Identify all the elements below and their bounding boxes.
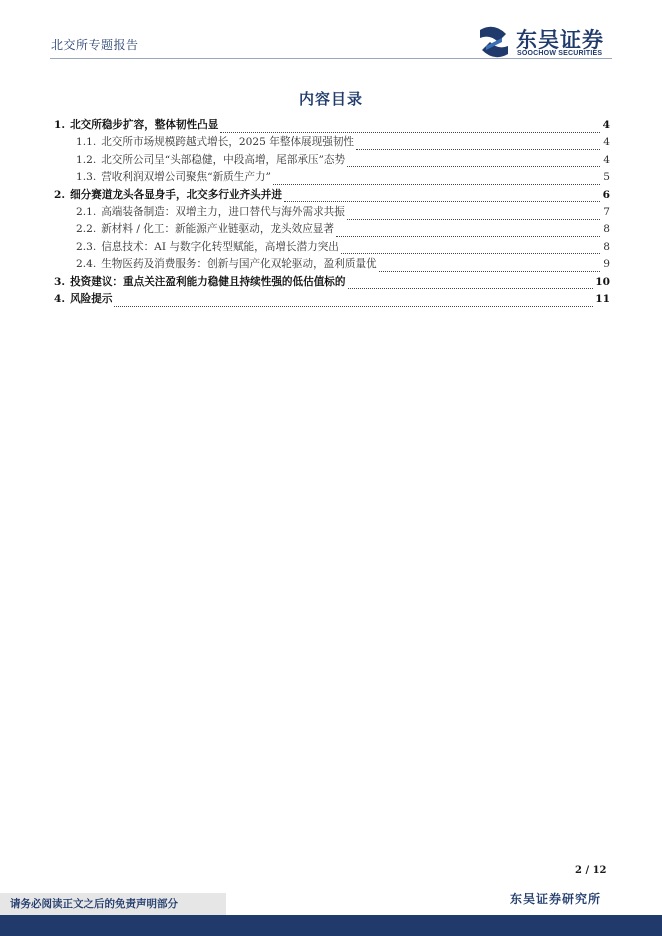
toc-entry-text: 投资建议：重点关注盈利能力稳健且持续性强的低估值标的 xyxy=(70,275,346,288)
toc-entry-text: 细分赛道龙头各显身手，北交多行业齐头并进 xyxy=(70,188,282,201)
table-of-contents xyxy=(54,117,610,308)
toc-leader-dots xyxy=(284,192,600,202)
toc-entry-number: 4. xyxy=(54,292,66,305)
toc-entry-number: 2.3. xyxy=(76,240,97,253)
toc-entry-1[interactable] xyxy=(54,117,610,134)
toc-entry-1-2[interactable] xyxy=(54,152,610,169)
toc-leader-dots xyxy=(347,210,600,220)
toc-entry-text: 信息技术：AI 与数字化转型赋能，高增长潜力突出 xyxy=(101,240,339,253)
toc-entry-number: 2.2. xyxy=(76,223,97,236)
institute-name: 东吴证券研究所 xyxy=(510,892,602,906)
toc-entry-number: 1.1. xyxy=(76,136,97,149)
toc-entry-page: 11 xyxy=(595,292,610,305)
toc-entry-number: 2.1. xyxy=(76,205,97,218)
toc-leader-dots xyxy=(341,244,600,254)
toc-leader-dots xyxy=(220,123,600,133)
toc-entry-3[interactable] xyxy=(54,274,610,291)
toc-entry-page: 9 xyxy=(603,258,610,271)
toc-entry-2[interactable] xyxy=(54,187,610,204)
toc-entry-page: 4 xyxy=(602,119,610,131)
toc-leader-dots xyxy=(273,175,600,185)
company-logo xyxy=(476,24,618,60)
logo-text-cn: 东吴证券 xyxy=(516,27,604,52)
toc-entry-number: 2. xyxy=(54,188,66,201)
toc-entry-page: 6 xyxy=(602,188,610,201)
toc-leader-dots xyxy=(379,262,600,272)
toc-leader-dots xyxy=(356,140,600,150)
toc-entry-page: 10 xyxy=(595,275,610,288)
toc-entry-text: 生物医药及消费服务：创新与国产化双轮驱动，盈利质量优 xyxy=(101,258,377,271)
toc-entry-page: 7 xyxy=(603,205,610,218)
toc-entry-text: 高端装备制造：双增主力，进口替代与海外需求共振 xyxy=(101,205,345,218)
toc-entry-text: 风险提示 xyxy=(70,292,113,305)
logo-mark-icon xyxy=(476,24,512,60)
toc-entry-page: 8 xyxy=(603,240,610,253)
toc-entry-page: 5 xyxy=(603,171,610,184)
footer-bar xyxy=(0,915,662,936)
toc-leader-dots xyxy=(336,227,600,237)
toc-entry-2-3[interactable] xyxy=(54,239,610,256)
toc-leader-dots xyxy=(114,297,593,307)
toc-leader-dots xyxy=(348,279,594,289)
logo-text-en: SOOCHOW SECURITIES xyxy=(517,50,603,57)
toc-entry-1-3[interactable] xyxy=(54,169,610,186)
toc-entry-page: 4 xyxy=(603,153,610,166)
toc-entry-number: 2.4. xyxy=(76,258,97,271)
page-number: 2 / 12 xyxy=(575,865,607,876)
toc-leader-dots xyxy=(347,157,600,167)
toc-entry-4[interactable] xyxy=(54,291,610,308)
toc-entry-number: 1.2. xyxy=(76,153,97,166)
toc-title: 内容目录 xyxy=(298,90,363,108)
toc-entry-text: 新材料 / 化工：新能源产业链驱动，龙头效应显著 xyxy=(101,223,334,236)
toc-entry-page: 8 xyxy=(603,223,610,236)
header-divider xyxy=(50,58,612,59)
toc-entry-page: 4 xyxy=(603,136,610,149)
toc-entry-text: 北交所市场规模跨越式增长，2025 年整体展现强韧性 xyxy=(101,136,355,149)
toc-entry-text: 北交所稳步扩容，整体韧性凸显 xyxy=(70,119,219,131)
toc-entry-2-2[interactable] xyxy=(54,221,610,238)
toc-entry-text: 北交所公司呈“头部稳健，中段高增，尾部承压”态势 xyxy=(101,153,346,166)
toc-entry-number: 1. xyxy=(54,119,66,131)
toc-entry-1-1[interactable] xyxy=(54,134,610,151)
toc-entry-text: 营收利润双增公司聚焦“新质生产力” xyxy=(101,171,271,184)
report-type-label: 北交所专题报告 xyxy=(51,38,139,52)
toc-entry-number: 1.3. xyxy=(76,171,97,184)
toc-entry-2-1[interactable] xyxy=(54,204,610,221)
toc-entry-2-4[interactable] xyxy=(54,256,610,273)
disclaimer-notice: 请务必阅读正文之后的免责声明部分 xyxy=(0,893,226,915)
toc-entry-number: 3. xyxy=(54,275,66,288)
